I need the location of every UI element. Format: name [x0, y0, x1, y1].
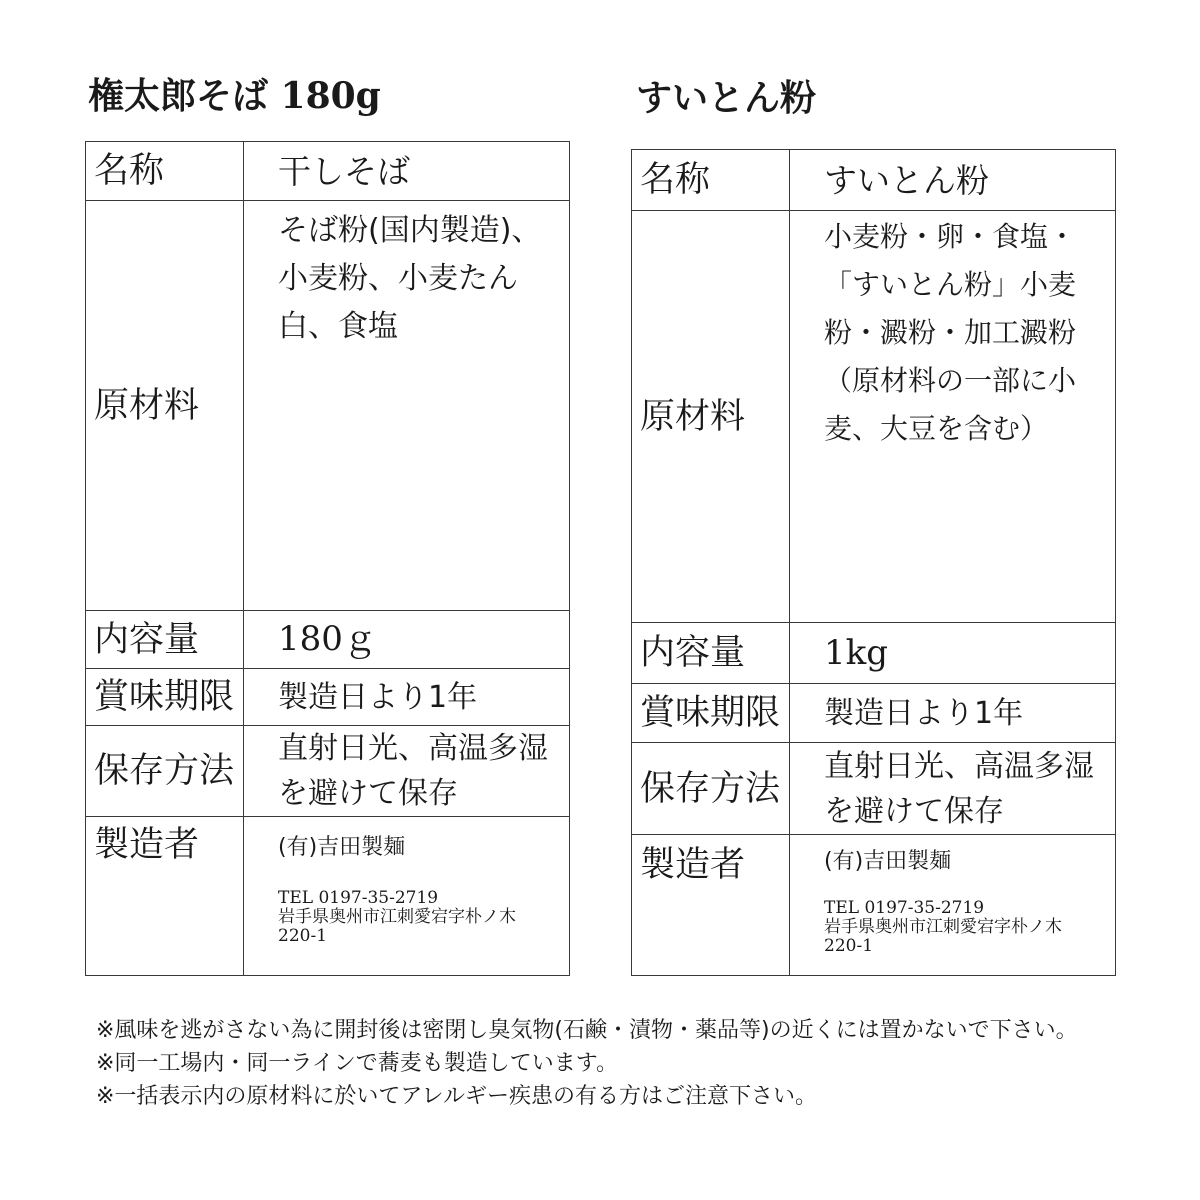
name-value: 干しそば [244, 142, 570, 201]
name-value: すいとん粉 [790, 150, 1116, 211]
expiry-label: 賞味期限 [632, 684, 790, 743]
note-line: ※風味を逃がさない為に開封後は密閉し臭気物(石鹸・漬物・薬品等)の近くには置かないで下さい。 [96, 1018, 1078, 1043]
name-label: 名称 [632, 150, 790, 211]
storage-value: 直射日光、高温多湿を避けて保存 [244, 726, 570, 817]
ingredients-value: 小麦粉・卵・食塩・「すいとん粉」小麦粉・澱粉・加工澱粉（原材料の一部に小麦、大豆を含む） [790, 211, 1116, 623]
expiry-value: 製造日より1年 [790, 684, 1116, 743]
ingredients-label: 原材料 [86, 201, 244, 611]
storage-value: 直射日光、高温多湿を避けて保存 [790, 743, 1116, 835]
maker-name: (有)吉田製麺 [278, 835, 406, 860]
maker-address: 岩手県奥州市江刺愛宕字朴ノ木220-1 [824, 917, 1062, 956]
maker-cell [790, 835, 1116, 976]
product-title-soba: 権太郎そば 180g [88, 75, 381, 117]
storage-label: 保存方法 [632, 743, 790, 835]
maker-tel: TEL 0197-35-2719 [824, 898, 985, 918]
expiry-label: 賞味期限 [86, 669, 244, 726]
maker-tel: TEL 0197-35-2719 [278, 888, 439, 908]
ingredients-label: 原材料 [632, 211, 790, 623]
contents-value: 180ｇ [244, 611, 570, 669]
contents-label: 内容量 [86, 611, 244, 669]
contents-value: 1kg [790, 623, 1116, 684]
notes-section [96, 1014, 1116, 1113]
name-label: 名称 [86, 142, 244, 201]
note-line: ※同一工場内・同一ラインで蕎麦も製造しています。 [96, 1051, 619, 1076]
label-table-soba [85, 141, 570, 976]
note-line: ※一括表示内の原材料に於いてアレルギー疾患の有る方はご注意下さい。 [96, 1084, 818, 1109]
maker-cell [244, 817, 570, 976]
maker-name: (有)吉田製麺 [824, 849, 952, 874]
product-title-suiton: すいとん粉 [636, 77, 817, 119]
storage-label: 保存方法 [86, 726, 244, 817]
maker-label: 製造者 [86, 817, 244, 976]
maker-label: 製造者 [632, 835, 790, 976]
ingredients-value: そば粉(国内製造)、小麦粉、小麦たん白、食塩 [244, 201, 570, 611]
maker-address: 岩手県奥州市江刺愛宕字朴ノ木220-1 [278, 907, 516, 946]
contents-label: 内容量 [632, 623, 790, 684]
expiry-value: 製造日より1年 [244, 669, 570, 726]
label-table-suiton [631, 149, 1116, 976]
